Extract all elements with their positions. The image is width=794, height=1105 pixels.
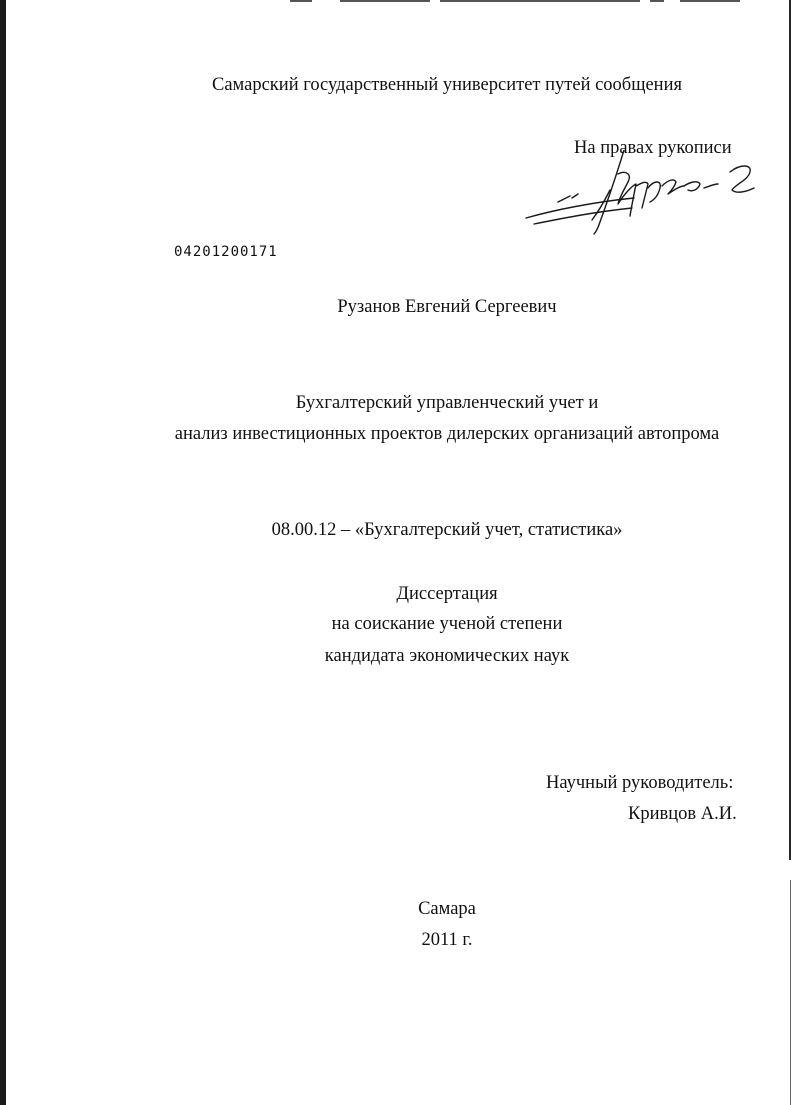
thesis-title-line-2: анализ инвестиционных проектов дилерских организаций автопрома <box>174 424 720 444</box>
scan-top-mark <box>340 0 430 2</box>
author-name: Рузанов Евгений Сергеевич <box>337 297 557 317</box>
city: Самара <box>418 899 476 919</box>
degree-name: кандидата экономических наук <box>324 646 570 666</box>
advisor-name: Кривцов А.И. <box>628 804 737 824</box>
scan-top-mark <box>440 0 640 2</box>
specialty-code: 08.00.12 – «Бухгалтерский учет, статистика» <box>271 520 623 540</box>
scan-top-mark <box>290 0 312 2</box>
thesis-title-line-1: Бухгалтерский управленческий учет и <box>295 393 599 413</box>
university-name: Самарский государственный университет путей сообщения <box>212 75 682 95</box>
dissertation-label: Диссертация <box>396 584 498 604</box>
manuscript-note: На правах рукописи <box>574 138 732 158</box>
signature-icon <box>514 150 764 235</box>
year: 2011 г. <box>421 930 473 950</box>
registration-code: 04201200171 <box>174 244 278 260</box>
degree-purpose: на соискание ученой степени <box>331 614 563 634</box>
advisor-label: Научный руководитель: <box>546 773 734 793</box>
scan-top-mark <box>650 0 664 2</box>
scan-left-edge <box>0 0 6 1105</box>
scan-top-mark <box>680 0 740 2</box>
